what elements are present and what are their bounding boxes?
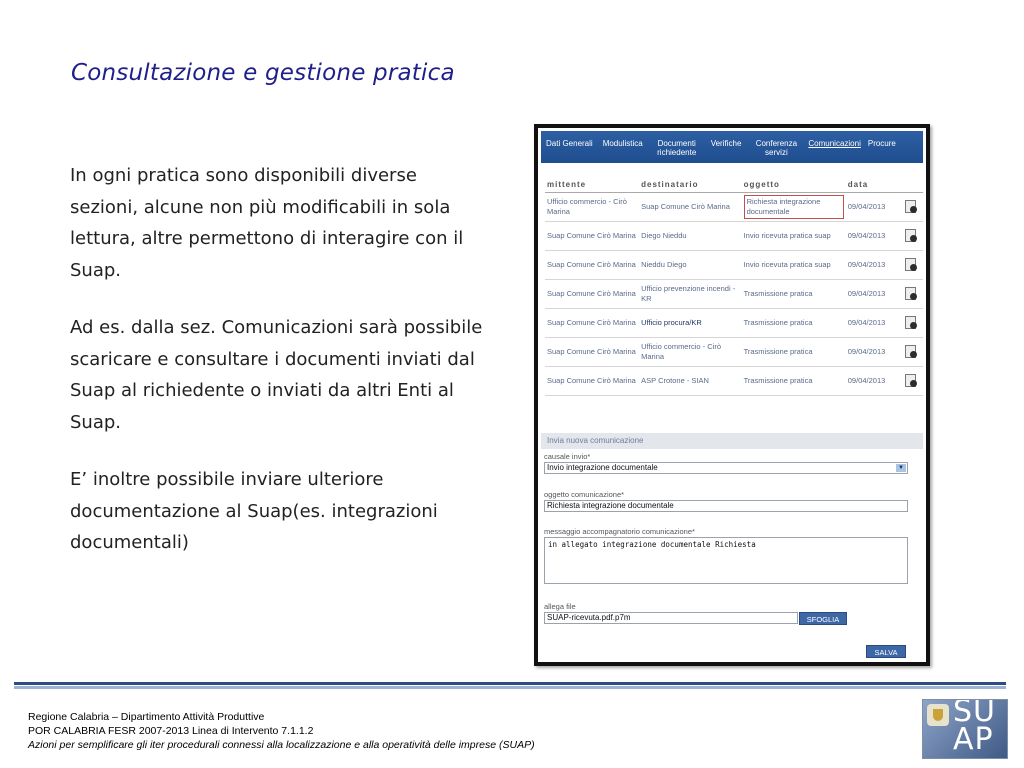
table-row[interactable] bbox=[545, 338, 923, 367]
paragraph-sections: In ogni pratica sono disponibili diverse sezioni, alcune non più modificabili in sola lettura, altre permettono di interagire con il Suap. bbox=[70, 165, 464, 281]
cell-oggetto: Trasmissione pratica bbox=[742, 367, 846, 396]
cell-mittente: Suap Comune Cirò Marina bbox=[545, 251, 639, 280]
cell-action bbox=[903, 251, 923, 280]
new-communication-header: Invia nuova comunicazione bbox=[541, 433, 923, 449]
file-input[interactable]: SUAP-ricevuta.pdf.p7m bbox=[544, 612, 798, 624]
cell-data: 09/04/2013 bbox=[846, 280, 903, 309]
app-screenshot bbox=[534, 124, 930, 666]
messaggio-label: messaggio accompagnatorio comunicazione* bbox=[544, 527, 695, 536]
tab-procure[interactable]: Procure bbox=[867, 139, 896, 148]
allega-label: allega file bbox=[544, 602, 576, 611]
footer bbox=[28, 710, 535, 752]
cell-action bbox=[903, 280, 923, 309]
slide-body bbox=[70, 160, 490, 585]
cell-data: 09/04/2013 bbox=[846, 367, 903, 396]
header-oggetto[interactable]: oggetto bbox=[742, 178, 846, 193]
messaggio-textarea[interactable]: in allegato integrazione documentale Richiesta bbox=[544, 537, 908, 584]
cell-destinatario: Suap Comune Cirò Marina bbox=[639, 193, 741, 222]
header-mittente[interactable]: mittente bbox=[545, 178, 639, 193]
download-document-icon[interactable] bbox=[905, 374, 917, 386]
chevron-down-icon: ▼ bbox=[896, 464, 906, 472]
tab-documenti-richiedente[interactable]: Documenti richiedente bbox=[657, 139, 697, 157]
browse-button[interactable]: SFOGLIA bbox=[799, 612, 847, 625]
cell-oggetto: Trasmissione pratica bbox=[742, 309, 846, 338]
cell-destinatario: Ufficio prevenzione incendi - KR bbox=[639, 280, 741, 309]
paragraph-upload: E’ inoltre possibile inviare ulteriore documentazione al Suap(es. integrazioni documentali) bbox=[70, 469, 438, 553]
table-row[interactable] bbox=[545, 193, 923, 222]
cell-mittente: Suap Comune Cirò Marina bbox=[545, 338, 639, 367]
cell-data: 09/04/2013 bbox=[846, 251, 903, 280]
header-actions bbox=[903, 178, 923, 193]
cell-action bbox=[903, 309, 923, 338]
cell-mittente: Ufficio commercio - Cirò Marina bbox=[545, 193, 639, 222]
cell-action bbox=[903, 193, 923, 222]
cell-data: 09/04/2013 bbox=[846, 222, 903, 251]
cell-oggetto: Trasmissione pratica bbox=[742, 338, 846, 367]
save-button[interactable]: SALVA bbox=[866, 645, 906, 658]
cell-destinatario: Ufficio procura/KR bbox=[639, 309, 741, 338]
cell-destinatario: ASP Crotone - SIAN bbox=[639, 367, 741, 396]
cell-oggetto: Trasmissione pratica bbox=[742, 280, 846, 309]
logo-text-top: SU bbox=[953, 699, 997, 729]
table-row[interactable] bbox=[545, 222, 923, 251]
cell-data: 09/04/2013 bbox=[846, 338, 903, 367]
cell-mittente: Suap Comune Cirò Marina bbox=[545, 222, 639, 251]
download-document-icon[interactable] bbox=[905, 316, 917, 328]
table-row[interactable] bbox=[545, 251, 923, 280]
oggetto-label: oggetto comunicazione* bbox=[544, 490, 625, 499]
footer-line-3: Azioni per semplificare gli iter procedurali connessi alla localizzazione e alla operatività delle imprese (SUAP) bbox=[28, 739, 535, 751]
cell-destinatario: Nieddu Diego bbox=[639, 251, 741, 280]
oggetto-input[interactable]: Richiesta integrazione documentale bbox=[544, 500, 908, 512]
cell-destinatario: Diego Nieddu bbox=[639, 222, 741, 251]
highlighted-oggetto: Richiesta integrazione documentale bbox=[744, 195, 844, 219]
tab-verifiche[interactable]: Verifiche bbox=[710, 139, 742, 148]
causale-label: causale invio* bbox=[544, 452, 591, 461]
header-destinatario[interactable]: destinatario bbox=[639, 178, 741, 193]
tab-modulistica[interactable]: Modulistica bbox=[602, 139, 643, 148]
cell-action bbox=[903, 367, 923, 396]
cell-mittente: Suap Comune Cirò Marina bbox=[545, 280, 639, 309]
paragraph-communications: Ad es. dalla sez. Comunicazioni sarà possibile scaricare e consultare i documenti inviati dal Suap al richiedente o inviati da altri Enti al Suap. bbox=[70, 317, 483, 433]
cell-mittente: Suap Comune Cirò Marina bbox=[545, 367, 639, 396]
slide-title: Consultazione e gestione pratica bbox=[71, 60, 455, 86]
cell-oggetto: Invio ricevuta pratica suap bbox=[742, 222, 846, 251]
table-row[interactable] bbox=[545, 367, 923, 396]
footer-divider-light bbox=[14, 686, 1006, 689]
cell-mittente: Suap Comune Cirò Marina bbox=[545, 309, 639, 338]
download-document-icon[interactable] bbox=[905, 200, 917, 212]
table-row[interactable] bbox=[545, 280, 923, 309]
causale-select[interactable] bbox=[544, 462, 908, 474]
footer-divider bbox=[14, 682, 1006, 685]
causale-selected-value: Invio integrazione documentale bbox=[547, 463, 658, 472]
table-row[interactable] bbox=[545, 309, 923, 338]
cell-oggetto: Invio ricevuta pratica suap bbox=[742, 251, 846, 280]
tab-bar bbox=[541, 131, 923, 163]
footer-line-1: Regione Calabria – Dipartimento Attività Produttive bbox=[28, 711, 265, 723]
tab-conferenza-servizi[interactable]: Conferenza servizi bbox=[755, 139, 798, 157]
communications-table bbox=[545, 178, 923, 396]
tab-comunicazioni[interactable]: Comunicazioni bbox=[808, 139, 861, 148]
download-document-icon[interactable] bbox=[905, 229, 917, 241]
cell-data: 09/04/2013 bbox=[846, 309, 903, 338]
logo-text-bottom: AP bbox=[953, 722, 994, 757]
download-document-icon[interactable] bbox=[905, 287, 917, 299]
cell-action bbox=[903, 222, 923, 251]
cell-destinatario: Ufficio commercio - Cirò Marina bbox=[639, 338, 741, 367]
logo-text bbox=[953, 699, 997, 757]
tab-dati-generali[interactable]: Dati Generali bbox=[546, 139, 593, 148]
cell-data: 09/04/2013 bbox=[846, 193, 903, 222]
suap-logo bbox=[922, 699, 1008, 759]
app-content bbox=[541, 131, 923, 659]
footer-line-2: POR CALABRIA FESR 2007-2013 Linea di Intervento 7.1.1.2 bbox=[28, 725, 314, 737]
header-data[interactable]: data bbox=[846, 178, 903, 193]
download-document-icon[interactable] bbox=[905, 345, 917, 357]
download-document-icon[interactable] bbox=[905, 258, 917, 270]
cell-action bbox=[903, 338, 923, 367]
cell-oggetto bbox=[742, 193, 846, 222]
region-crest-icon bbox=[927, 704, 949, 726]
table-header-row bbox=[545, 178, 923, 193]
